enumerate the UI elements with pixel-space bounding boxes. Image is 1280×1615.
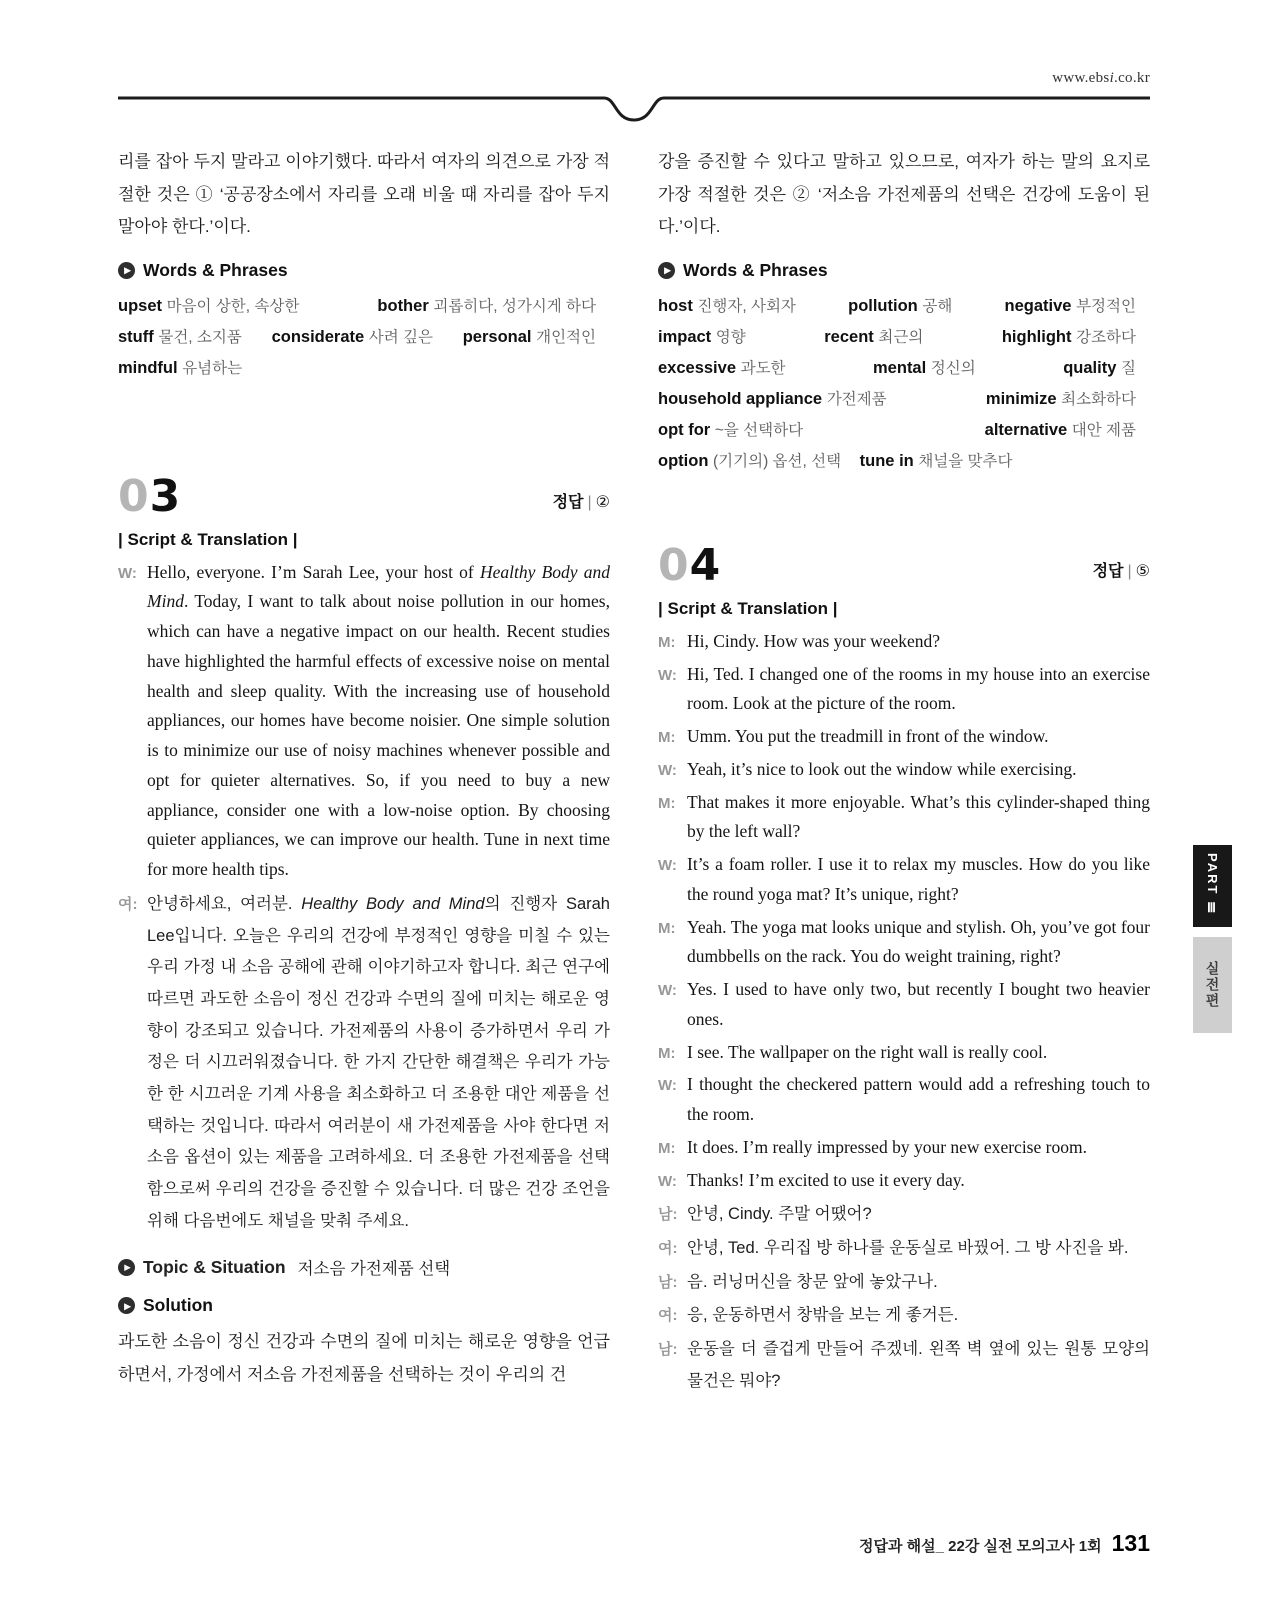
speaker-label: W:: [658, 1077, 677, 1095]
dialogue-text: Yeah, it’s nice to look out the window while exercising.: [687, 758, 1077, 779]
word-english: quality: [1063, 358, 1117, 377]
question-number-zero: 0: [658, 539, 690, 591]
word-meaning-korean: 가전제품: [826, 390, 887, 408]
word-entry: [463, 322, 596, 353]
answer-label: 정답: [552, 493, 584, 511]
speaker-label: M:: [658, 729, 676, 747]
answer-value: ⑤: [1135, 562, 1150, 580]
word-meaning-korean: 최소화하다: [1061, 390, 1136, 408]
site-url: www.ebsi.co.kr: [1052, 70, 1150, 86]
word-english: alternative: [984, 420, 1068, 439]
word-english: bother: [377, 296, 429, 315]
word-entry: [377, 291, 596, 322]
word-english: negative: [1004, 296, 1072, 315]
script-english-04: [658, 627, 1150, 1196]
answer-badge-04: [1093, 558, 1150, 587]
dialogue-text: 음. 러닝머신을 창문 앞에 놓았구나.: [687, 1272, 938, 1291]
word-entry: [118, 353, 242, 384]
word-entry: [848, 291, 952, 322]
word-meaning-korean: 대안 제품: [1071, 421, 1136, 439]
dialogue-text: That makes it more enjoyable. What’s this cylinder-shaped thing by the left wall?: [687, 791, 1150, 842]
speaker-label: W:: [658, 857, 677, 875]
speaker-label: 여:: [658, 1239, 678, 1257]
speaker-label: 여:: [658, 1307, 678, 1325]
answer-separator: |: [587, 493, 592, 511]
word-english: option: [658, 451, 709, 470]
dialogue-line-english: [658, 755, 1150, 785]
word-english: pollution: [848, 296, 918, 315]
dialogue-text: 운동을 더 즐겁게 만들어 주겠네. 왼쪽 벽 옆에 있는 원통 모양의 물건은 뭐야?: [687, 1339, 1150, 1390]
word-english: personal: [462, 327, 532, 346]
dialogue-line-korean: [118, 889, 610, 1237]
question-number-digit: 3: [149, 470, 182, 522]
words-phrases-list-right: [658, 291, 1150, 477]
word-english: excessive: [658, 358, 736, 377]
word-entry: [1005, 291, 1136, 322]
play-icon: ▶: [118, 1259, 135, 1276]
word-meaning-korean: 물건, 소지품: [158, 328, 242, 346]
dialogue-line-english: [658, 850, 1150, 910]
words-phrases-title-left: [118, 260, 610, 281]
word-meaning-korean: ~을 선택하다: [714, 421, 804, 439]
word-english: considerate: [271, 327, 365, 346]
word-meaning-korean: 강조하다: [1076, 328, 1136, 346]
word-meaning-korean: 정신의: [930, 359, 976, 377]
dialogue-line-korean: [658, 1199, 1150, 1231]
dialogue-line-english: [658, 1070, 1150, 1130]
dialogue-text: Yeah. The yoga mat looks unique and stylish. Oh, you’ve got four dumbbells on the rack. You do weight training, right?: [687, 916, 1150, 967]
speaker-label: W:: [658, 761, 677, 779]
word-english: highlight: [1001, 327, 1072, 346]
question-04-block: [658, 539, 1150, 1397]
word-entry: [824, 322, 923, 353]
play-icon: ▶: [118, 262, 135, 279]
dialogue-text: 안녕, Cindy. 주말 어땠어?: [687, 1205, 872, 1224]
word-entry: [658, 446, 841, 477]
words-phrases-label: Words & Phrases: [143, 259, 288, 280]
dialogue-line-english: [658, 1166, 1150, 1196]
topic-situation-label: Topic & Situation: [143, 1256, 286, 1277]
dialogue-text: I see. The wallpaper on the right wall is really cool.: [687, 1041, 1048, 1062]
solution-title-03: [118, 1295, 610, 1316]
dialogue-line-english: [658, 722, 1150, 752]
right-column: [658, 146, 1150, 1401]
script-translation-label-03: | Script & Translation |: [118, 529, 298, 549]
question-04-header: [658, 539, 1150, 591]
dialogue-line-korean: [658, 1334, 1150, 1397]
word-entry: [860, 446, 1013, 477]
word-meaning-korean: 채널을 맞추다: [918, 452, 1013, 470]
play-icon: ▶: [658, 262, 675, 279]
word-entry: [873, 353, 976, 384]
word-meaning-korean: 사려 깊은: [368, 328, 433, 346]
speaker-label: 여:: [118, 895, 138, 913]
footer-caption: 정답과 해설_ 22강 실전 모의고사 1회: [859, 1538, 1102, 1555]
answer-badge-03: [553, 489, 610, 518]
word-meaning-korean: 유념하는: [182, 359, 243, 377]
dialogue-line-korean: [658, 1300, 1150, 1332]
word-english: mindful: [118, 358, 178, 377]
dialogue-line-english: [658, 913, 1150, 973]
dialogue-text: Hi, Ted. I changed one of the rooms in my house into an exercise room. Look at the picture of the room.: [687, 663, 1150, 714]
dialogue-line-english: [658, 1038, 1150, 1068]
dialogue-line-english: [118, 558, 610, 885]
dialogue-line-korean: [658, 1267, 1150, 1299]
topic-situation-value: 저소음 가전제품 선택: [297, 1260, 451, 1279]
word-english: opt for: [658, 420, 711, 439]
speaker-label: M:: [658, 1139, 676, 1157]
word-meaning-korean: 마음이 상한, 속상한: [166, 297, 300, 315]
speaker-label: 남:: [658, 1206, 678, 1224]
word-english: host: [658, 296, 693, 315]
question-03-block: [118, 470, 610, 1392]
word-meaning-korean: 영향: [715, 328, 746, 346]
solution-label: Solution: [143, 1295, 213, 1316]
question-03-header: [118, 470, 610, 522]
word-english: stuff: [118, 327, 154, 346]
word-english: impact: [658, 327, 712, 346]
question-number-zero: 0: [118, 470, 150, 522]
dialogue-text: Yes. I used to have only two, but recently I bought two heavier ones.: [687, 979, 1150, 1029]
dialogue-text: 응, 운동하면서 창밖을 보는 게 좋거든.: [687, 1306, 959, 1325]
word-entry: [658, 384, 887, 415]
script-english-03: [118, 558, 610, 885]
topic-situation-line: [118, 1255, 610, 1279]
dialogue-text: It’s a foam roller. I use it to relax my muscles. How do you like the round yoga mat? It’s unique, right?: [687, 854, 1150, 904]
speaker-label: 남:: [658, 1340, 678, 1358]
dialogue-text: Thanks! I’m excited to use it every day.: [687, 1169, 965, 1190]
word-meaning-korean: 진행자, 사회자: [697, 297, 796, 315]
dialogue-line-english: [658, 975, 1150, 1035]
page-footer: [859, 1530, 1150, 1557]
dialogue-text: 안녕, Ted. 우리집 방 하나를 운동실로 바꿨어. 그 방 사진을 봐.: [687, 1238, 1129, 1257]
words-phrases-list-left: [118, 291, 610, 384]
word-entry: [1063, 353, 1136, 384]
dialogue-line-english: [658, 1133, 1150, 1163]
translation-korean-03: [118, 889, 610, 1237]
question-number-03: [118, 470, 182, 522]
speaker-label: M:: [658, 1044, 676, 1062]
two-column-body: [118, 146, 1150, 1401]
dialogue-line-korean: [658, 1233, 1150, 1265]
word-english: upset: [118, 296, 163, 315]
word-english: recent: [824, 327, 874, 346]
word-meaning-korean: 괴롭히다, 성가시게 하다: [433, 297, 596, 315]
dialogue-text: 안녕하세요, 여러분. Healthy Body and Mind의 진행자 Sarah Lee입니다. 오늘은 우리의 건강에 부정적인 영향을 미칠 수 있는 우리 가정 내 소음 공해에 관해 이야기하고자 합니다. 최근 연구에 따르면 과도한 소음이 정신 건강과 수면의 질에 미치는 해로운 영향이 강조되고 있습니다. 가전제품의 사용이 증가하면서 우리 가정은 더 시끄러워졌습니다. 한 가지 간단한 해결책은 우리가 가능한 한 시끄러운 기계 사용을 최소화하고 더 조용한 대안 제품을 선택하는 것입니다. 따라서 여러분이 새 가전제품을 사야 한다면 저소음 옵션이 있는 제품을 고려하세요. 더 조용한 가전제품을 선택함으로써 우리의 건강을 증진할 수 있습니다. 더 많은 건강 조언을 위해 다음번에도 채널을 맞춰 주세요.: [147, 894, 610, 1230]
left-column: [118, 146, 610, 1401]
answer-separator: |: [1127, 562, 1132, 580]
speaker-label: W:: [658, 1172, 677, 1190]
dialogue-text: Umm. You put the treadmill in front of the window.: [687, 726, 1049, 747]
side-tab-part-3: PART Ⅲ: [1193, 845, 1232, 927]
word-meaning-korean: 질: [1121, 359, 1136, 377]
speaker-label: W:: [118, 564, 137, 582]
word-english: tune in: [859, 451, 914, 470]
solution-text-03: 과도한 소음이 정신 건강과 수면의 질에 미치는 해로운 영향을 언급하면서, 가정에서 저소음 가전제품을 선택하는 것이 우리의 건: [118, 1332, 610, 1384]
word-meaning-korean: (기기의) 옵션, 선택: [713, 452, 842, 470]
word-entry: [1002, 322, 1136, 353]
dialogue-line-english: [658, 788, 1150, 848]
answer-value: ②: [595, 493, 610, 511]
speaker-label: M:: [658, 633, 676, 651]
word-meaning-korean: 최근의: [878, 328, 924, 346]
word-entry: [118, 291, 299, 322]
header-rule-with-notch: [118, 96, 1150, 126]
q03-solution-continued: 강을 증진할 수 있다고 말하고 있으므로, 여자가 하는 말의 요지로 가장 적절한 것은 ② ‘저소음 가전제품의 선택은 건강에 도움이 된다.’이다.: [658, 152, 1150, 237]
word-meaning-korean: 개인적인: [536, 328, 596, 346]
word-entry: [985, 415, 1136, 446]
play-icon: ▶: [118, 1297, 135, 1314]
word-entry: [986, 384, 1136, 415]
q02-solution-continued: 리를 잡아 두지 말라고 이야기했다. 따라서 여자의 의견으로 가장 적절한 것은 ① ‘공공장소에서 자리를 오래 비울 때 자리를 잡아 두지 말아야 한다.’이다.: [118, 152, 610, 237]
dialogue-text: Hello, everyone. I’m Sarah Lee, your host of Healthy Body and Mind. Today, I want to talk about noise pollution in our homes, which can have a negative impact on our health. Recent studies have highlighted the harmful effects of excessive noise on mental health and sleep quality. With the increasing use of household appliances, our homes have become noisier. One simple solution is to minimize our use of noisy machines whenever possible and opt for quieter alternatives. So, if you need to buy a new appliance, consider one with a low-noise option. By choosing quieter appliances, we can improve our health. Tune in next time for more health tips.: [147, 561, 610, 880]
word-english: minimize: [985, 389, 1057, 408]
word-english: mental: [873, 358, 927, 377]
words-phrases-label: Words & Phrases: [683, 259, 828, 280]
answer-label: 정답: [1092, 562, 1124, 580]
word-entry: [658, 353, 786, 384]
question-number-digit: 4: [689, 539, 722, 591]
side-tab-practice-section: 실전편: [1193, 937, 1232, 1033]
word-entry: [658, 322, 746, 353]
dialogue-text: It does. I’m really impressed by your new exercise room.: [687, 1136, 1087, 1157]
translation-korean-04: [658, 1199, 1150, 1397]
word-meaning-korean: 공해: [922, 297, 953, 315]
dialogue-text: Hi, Cindy. How was your weekend?: [687, 630, 941, 651]
word-entry: [118, 322, 242, 353]
script-translation-label-04: | Script & Translation |: [658, 598, 838, 618]
speaker-label: M:: [658, 919, 676, 937]
question-number-04: [658, 539, 722, 591]
word-meaning-korean: 과도한: [740, 359, 786, 377]
dialogue-text: I thought the checkered pattern would add a refreshing touch to the room.: [687, 1074, 1150, 1125]
speaker-label: M:: [658, 794, 676, 812]
words-phrases-title-right: [658, 260, 1150, 281]
page-number: 131: [1111, 1530, 1150, 1556]
dialogue-line-english: [658, 660, 1150, 720]
word-entry: [658, 291, 796, 322]
dialogue-line-english: [658, 627, 1150, 657]
word-english: household appliance: [658, 389, 823, 408]
word-meaning-korean: 부정적인: [1076, 297, 1136, 315]
speaker-label: W:: [658, 982, 677, 1000]
word-entry: [272, 322, 433, 353]
word-entry: [658, 415, 803, 446]
speaker-label: W:: [658, 666, 677, 684]
speaker-label: 남:: [658, 1273, 678, 1291]
